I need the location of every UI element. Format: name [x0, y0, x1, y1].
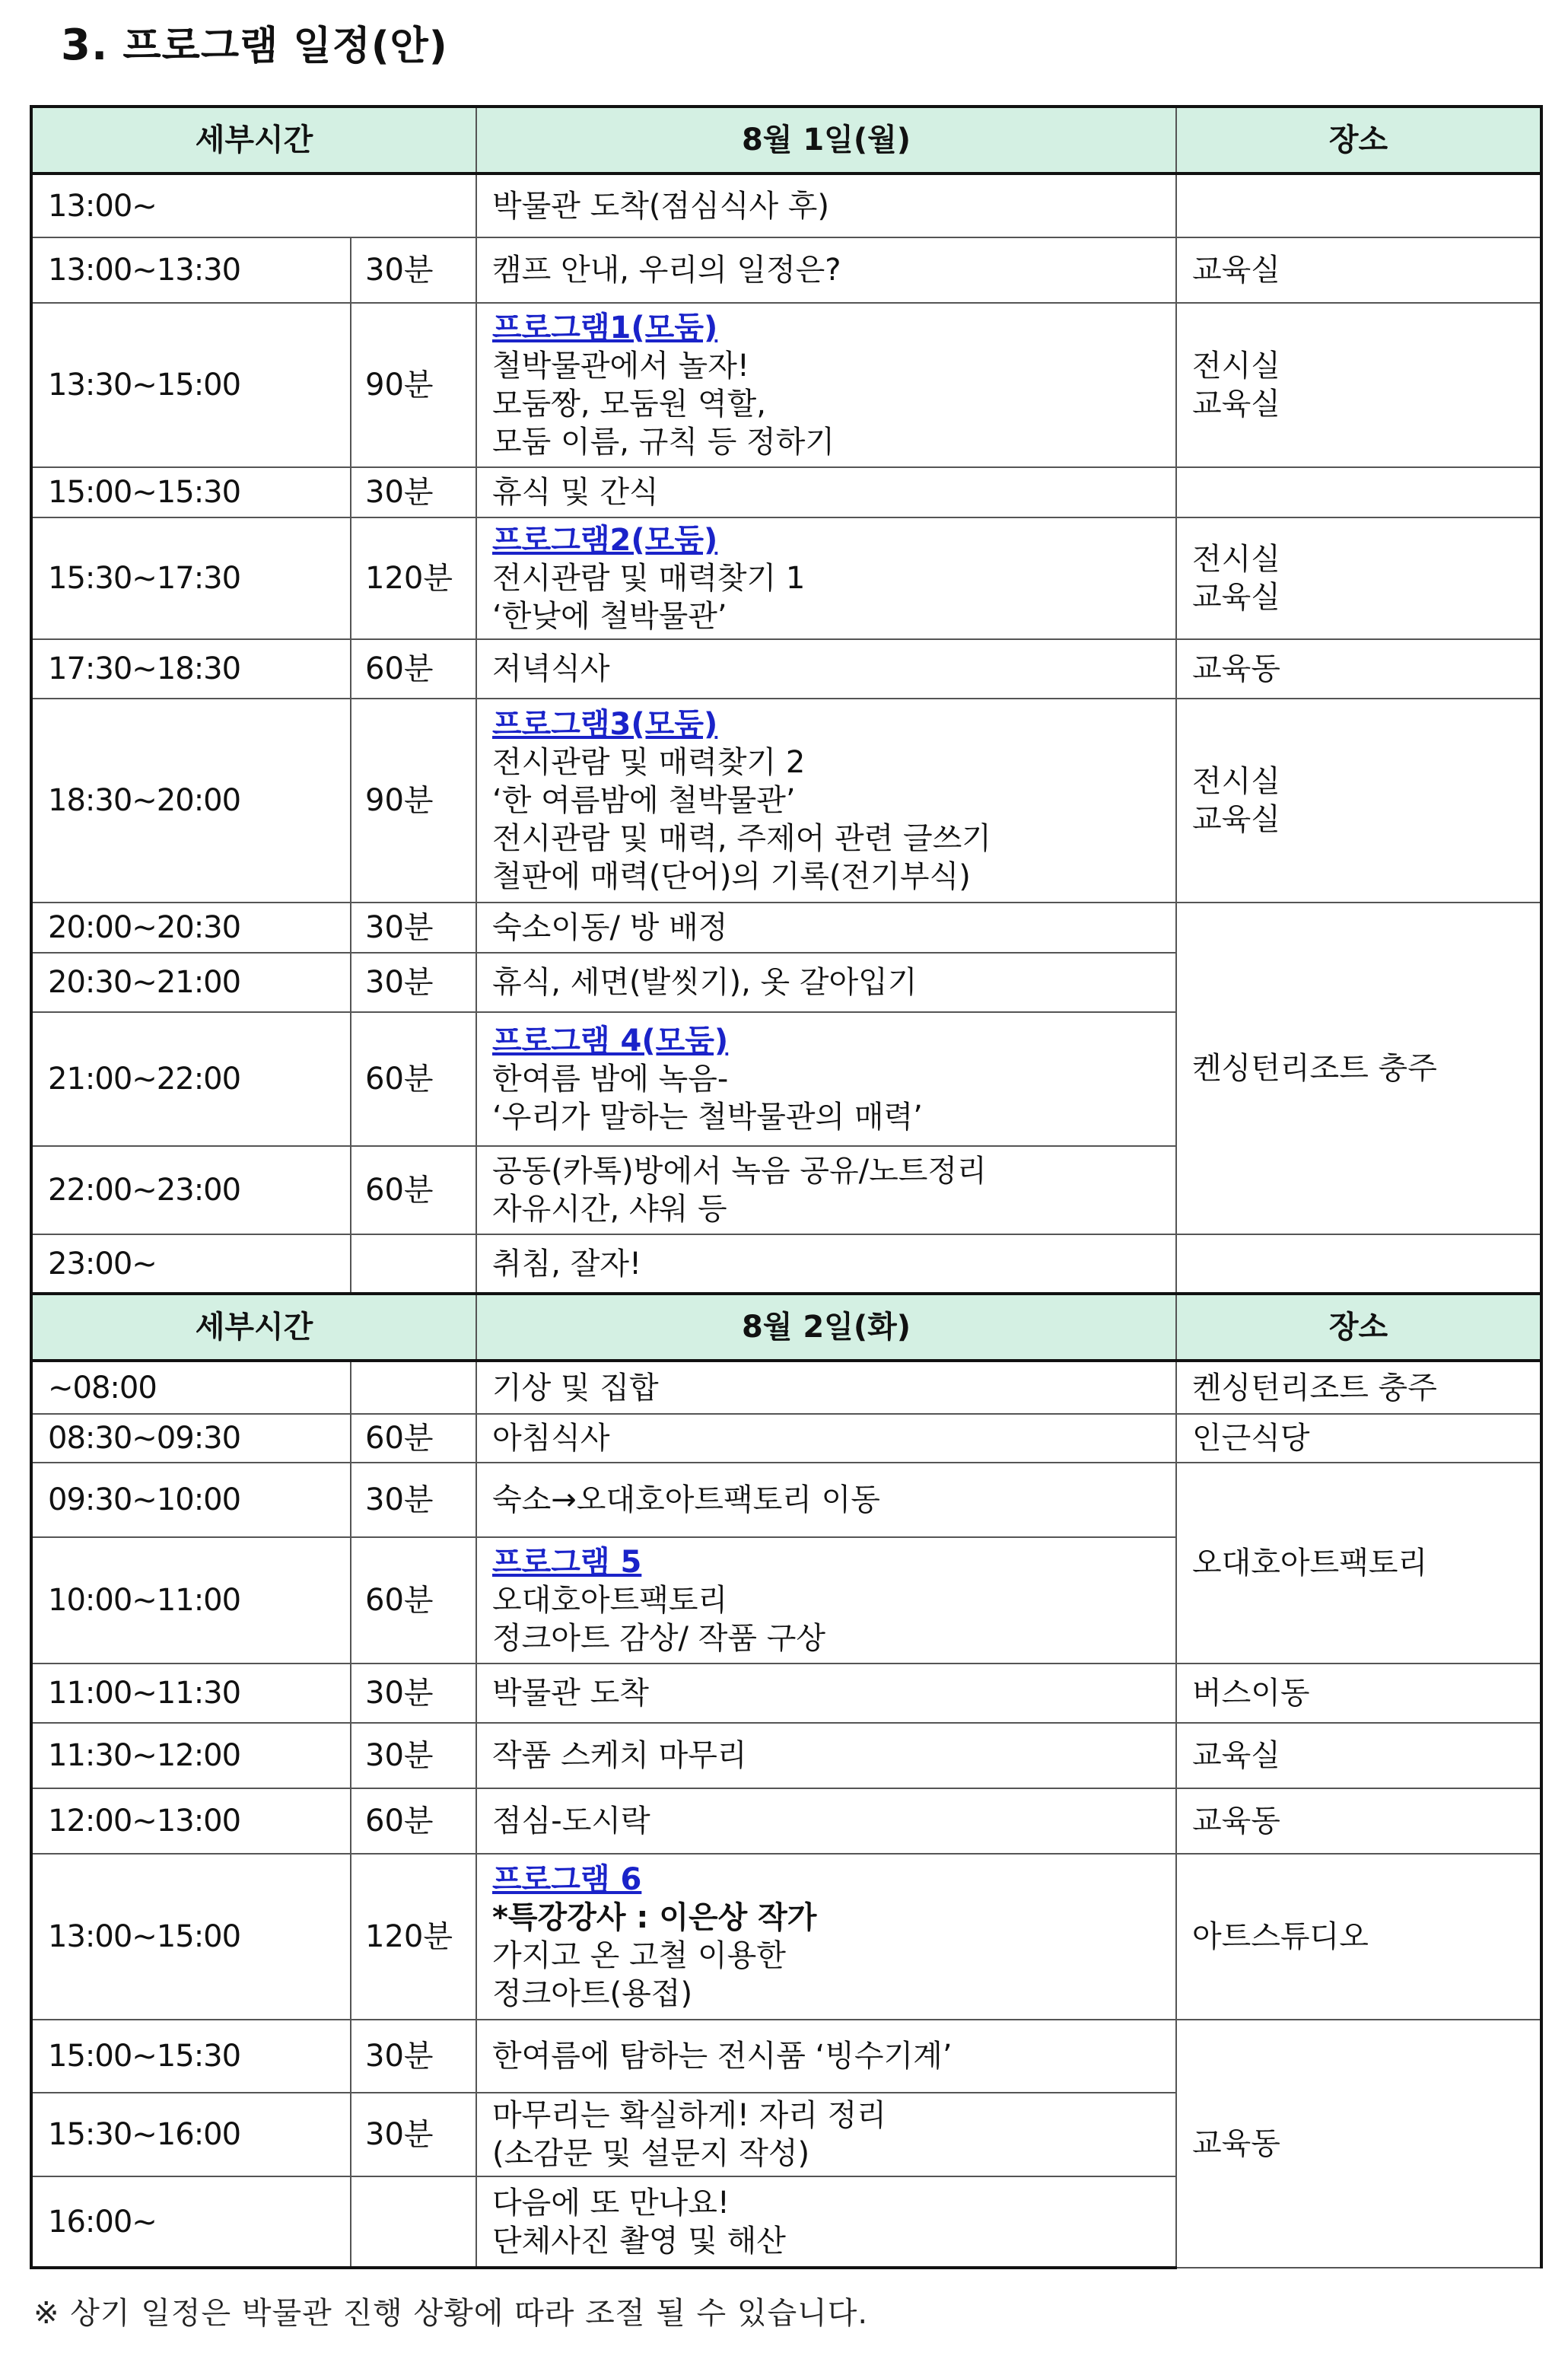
content-cell — [476, 699, 1176, 903]
time-cell: 08:30~09:30 — [31, 1414, 351, 1463]
table-row — [31, 699, 1541, 903]
time-cell: ~08:00 — [31, 1361, 351, 1414]
time-cell: 16:00~ — [31, 2176, 351, 2268]
content-line: 취침, 잘자! — [492, 1246, 642, 1281]
duration-cell: 60분 — [351, 1146, 476, 1234]
header-time: 세부시간 — [31, 1294, 476, 1361]
schedule-table — [30, 105, 1543, 2269]
duration-cell: 30분 — [351, 2020, 476, 2093]
content-cell — [476, 1361, 1176, 1414]
duration-cell: 30분 — [351, 1723, 476, 1788]
place-line: 교육실 — [1192, 387, 1280, 422]
content-line: 모둠짱, 모둠원 역할, — [492, 387, 766, 422]
place-cell: 켄싱턴리조트 충주 — [1176, 1361, 1541, 1414]
time-cell: 13:30~15:00 — [31, 303, 351, 467]
content-cell — [476, 953, 1176, 1012]
duration-cell: 60분 — [351, 1788, 476, 1854]
duration-cell: 60분 — [351, 1414, 476, 1463]
duration-cell — [351, 2176, 476, 2268]
content-line: 기상 및 집합 — [492, 1370, 659, 1406]
content-cell — [476, 1788, 1176, 1854]
table-row — [31, 1664, 1541, 1723]
place-cell-merged: 오대호아트팩토리 — [1176, 1463, 1541, 1664]
place-cell-merged: 켄싱턴리조트 충주 — [1176, 903, 1541, 1234]
duration-cell: 120분 — [351, 517, 476, 639]
place-line: 전시실 — [1192, 542, 1280, 577]
content-cell — [476, 467, 1176, 517]
duration-cell: 90분 — [351, 699, 476, 903]
duration-cell: 30분 — [351, 467, 476, 517]
place-line: 전시실 — [1192, 764, 1280, 799]
time-cell: 10:00~11:00 — [31, 1537, 351, 1664]
content-line: 철박물관에서 놀자! — [492, 349, 749, 384]
place-cell — [1176, 699, 1541, 903]
content-cell — [476, 1854, 1176, 2020]
place-cell: 인근식당 — [1176, 1414, 1541, 1463]
duration-cell: 60분 — [351, 1012, 476, 1146]
content-line: 자유시간, 샤워 등 — [492, 1192, 727, 1227]
program-label: 프로그램 6 — [492, 1862, 642, 1897]
lecturer-line: *특강강사 : 이은상 작가 — [492, 1900, 817, 1935]
content-line: 한여름에 탐하는 전시품 ‘빙수기계’ — [492, 2039, 953, 2074]
program-label: 프로그램1(모둠) — [492, 310, 718, 345]
content-line: 휴식 및 간식 — [492, 475, 659, 510]
header-place: 장소 — [1176, 107, 1541, 174]
content-cell — [476, 1414, 1176, 1463]
content-cell — [476, 303, 1176, 467]
content-line: 전시관람 및 매력찾기 1 — [492, 561, 806, 596]
place-cell: 교육실 — [1176, 1723, 1541, 1788]
content-line: 아침식사 — [492, 1421, 610, 1456]
place-line: 교육실 — [1192, 802, 1280, 837]
time-cell: 12:00~13:00 — [31, 1788, 351, 1854]
content-cell — [476, 2020, 1176, 2093]
time-cell: 13:00~15:00 — [31, 1854, 351, 2020]
place-cell: 아트스튜디오 — [1176, 1854, 1541, 2020]
table-row — [31, 2020, 1541, 2093]
content-line: 정크아트(용접) — [492, 1976, 693, 2011]
content-line: 가지고 온 고철 이용한 — [492, 1938, 786, 1973]
program-label: 프로그램 5 — [492, 1545, 642, 1580]
content-cell — [476, 1146, 1176, 1234]
content-line: 박물관 도착(점심식사 후) — [492, 188, 830, 224]
table-row — [31, 1234, 1541, 1294]
table-row — [31, 1463, 1541, 1537]
content-cell — [476, 1537, 1176, 1664]
duration-cell: 30분 — [351, 2093, 476, 2176]
content-line: 작품 스케치 마무리 — [492, 1738, 747, 1773]
content-line: 공동(카톡)방에서 녹음 공유/노트정리 — [492, 1154, 987, 1189]
time-cell: 11:00~11:30 — [31, 1664, 351, 1723]
content-cell — [476, 1012, 1176, 1146]
table-row — [31, 1361, 1541, 1414]
time-cell: 17:30~18:30 — [31, 639, 351, 699]
content-line: 전시관람 및 매력, 주제어 관련 글쓰기 — [492, 821, 991, 856]
content-line: 한여름 밤에 녹음- — [492, 1062, 729, 1097]
time-cell: 15:00~15:30 — [31, 467, 351, 517]
duration-cell: 30분 — [351, 1664, 476, 1723]
content-line: 박물관 도착 — [492, 1676, 649, 1711]
place-cell — [1176, 303, 1541, 467]
duration-cell: 90분 — [351, 303, 476, 467]
time-cell: 15:30~17:30 — [31, 517, 351, 639]
content-line: 전시관람 및 매력찾기 2 — [492, 745, 806, 780]
time-cell: 15:30~16:00 — [31, 2093, 351, 2176]
place-line: 교육실 — [1192, 580, 1280, 615]
time-cell: 20:00~20:30 — [31, 903, 351, 953]
time-cell: 23:00~ — [31, 1234, 351, 1294]
duration-cell: 60분 — [351, 1537, 476, 1664]
header-date: 8월 2일(화) — [476, 1294, 1176, 1361]
place-cell — [1176, 517, 1541, 639]
content-line: 마무리는 확실하게! 자리 정리 — [492, 2098, 886, 2133]
content-line: (소감문 및 설문지 작성) — [492, 2136, 810, 2171]
program-label: 프로그램3(모둠) — [492, 707, 718, 742]
content-cell — [476, 1723, 1176, 1788]
time-cell: 15:00~15:30 — [31, 2020, 351, 2093]
table-row — [31, 1854, 1541, 2020]
content-cell — [476, 1664, 1176, 1723]
table-row — [31, 639, 1541, 699]
content-cell — [476, 237, 1176, 303]
content-line: 저녁식사 — [492, 651, 610, 686]
header-place: 장소 — [1176, 1294, 1541, 1361]
content-line: 모둠 이름, 규칙 등 정하기 — [492, 425, 835, 460]
time-cell: 09:30~10:00 — [31, 1463, 351, 1537]
time-cell: 21:00~22:00 — [31, 1012, 351, 1146]
table-row — [31, 467, 1541, 517]
content-cell — [476, 1463, 1176, 1537]
content-line: 다음에 또 만나요! — [492, 2185, 730, 2221]
program-label: 프로그램2(모둠) — [492, 523, 718, 558]
content-line: 점심-도시락 — [492, 1804, 650, 1839]
content-line: 숙소이동/ 방 배정 — [492, 910, 728, 945]
place-line: 전시실 — [1192, 349, 1280, 384]
time-cell: 13:00~13:30 — [31, 237, 351, 303]
table-row — [31, 1788, 1541, 1854]
content-line: 휴식, 세면(발씻기), 옷 갈아입기 — [492, 965, 918, 1000]
content-cell — [476, 2093, 1176, 2176]
content-line: 오대호아트팩토리 — [492, 1583, 728, 1618]
place-cell: 교육동 — [1176, 1788, 1541, 1854]
content-cell — [476, 517, 1176, 639]
time-cell: 20:30~21:00 — [31, 953, 351, 1012]
duration-cell: 60분 — [351, 639, 476, 699]
content-cell — [476, 2176, 1176, 2268]
table-row — [31, 1414, 1541, 1463]
content-line: ‘한낮에 철박물관’ — [492, 599, 727, 634]
section-title-text: 프로그램 일정(안) — [122, 24, 448, 69]
time-cell: 11:30~12:00 — [31, 1723, 351, 1788]
table-row — [31, 517, 1541, 639]
table-row — [31, 903, 1541, 953]
place-cell: 교육실 — [1176, 237, 1541, 303]
content-line: 정크아트 감상/ 작품 구상 — [492, 1621, 826, 1656]
header-date: 8월 1일(월) — [476, 107, 1176, 174]
table-row — [31, 303, 1541, 467]
content-cell — [476, 639, 1176, 699]
place-cell — [1176, 467, 1541, 517]
duration-cell — [351, 1361, 476, 1414]
place-cell: 버스이동 — [1176, 1664, 1541, 1723]
content-line: 캠프 안내, 우리의 일정은? — [492, 253, 841, 288]
time-cell: 22:00~23:00 — [31, 1146, 351, 1234]
content-line: ‘한 여름밤에 철박물관’ — [492, 783, 796, 818]
day2-header-row — [31, 1294, 1541, 1361]
duration-cell: 30분 — [351, 953, 476, 1012]
table-row — [31, 174, 1541, 237]
place-cell — [1176, 174, 1541, 237]
duration-cell: 120분 — [351, 1854, 476, 2020]
place-cell — [1176, 1234, 1541, 1294]
duration-cell: 30분 — [351, 237, 476, 303]
program-label: 프로그램 4(모둠) — [492, 1024, 729, 1059]
duration-cell — [351, 1234, 476, 1294]
content-line: 단체사진 촬영 및 해산 — [492, 2223, 786, 2259]
content-cell — [476, 1234, 1176, 1294]
footnote: ※ 상기 일정은 박물관 진행 상황에 따라 조절 될 수 있습니다. — [33, 2296, 869, 2331]
content-line: ‘우리가 말하는 철박물관의 매력’ — [492, 1100, 923, 1135]
section-number: 3. — [61, 21, 109, 70]
place-cell: 교육동 — [1176, 639, 1541, 699]
content-line: 숙소→오대호아트팩토리 이동 — [492, 1482, 880, 1517]
section-title — [61, 14, 448, 71]
time-cell: 13:00~ — [31, 174, 476, 237]
content-cell — [476, 174, 1176, 237]
duration-cell: 30분 — [351, 1463, 476, 1537]
day1-header-row — [31, 107, 1541, 174]
content-line: 철판에 매력(단어)의 기록(전기부식) — [492, 859, 971, 894]
time-cell: 18:30~20:00 — [31, 699, 351, 903]
header-time: 세부시간 — [31, 107, 476, 174]
place-cell-merged: 교육동 — [1176, 2020, 1541, 2268]
content-cell — [476, 903, 1176, 953]
duration-cell: 30분 — [351, 903, 476, 953]
table-row — [31, 1723, 1541, 1788]
table-row — [31, 237, 1541, 303]
